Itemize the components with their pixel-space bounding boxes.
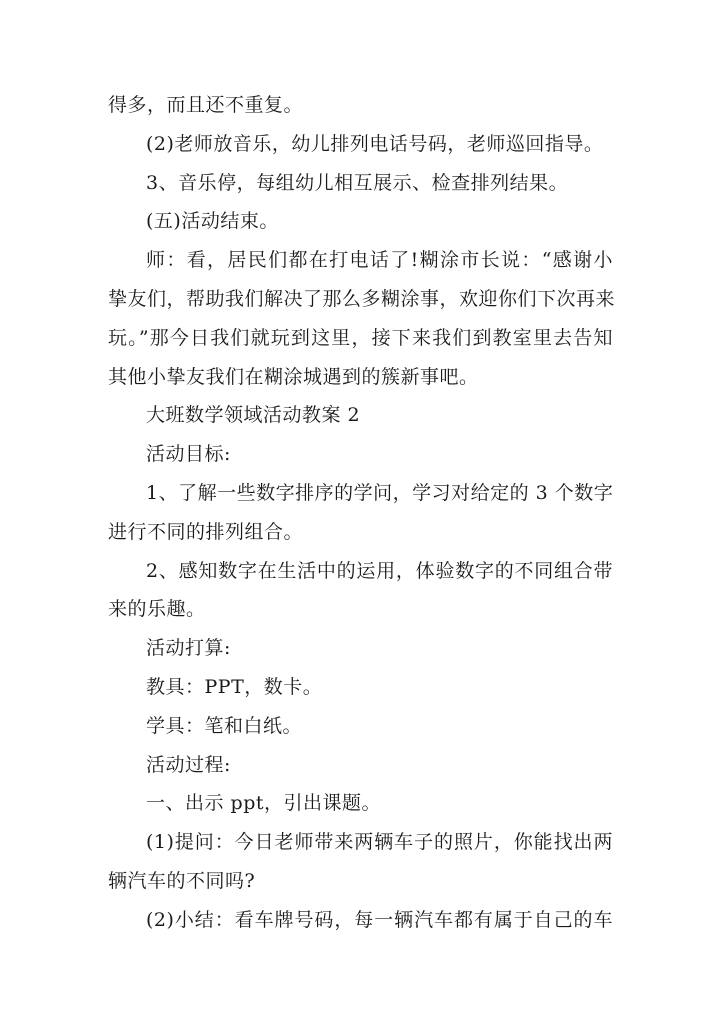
text-line: 1、了解一些数字排序的学问，学习对给定的 3 个数字 [146,481,614,504]
text-line: 挚友们，帮助我们解决了那么多糊涂事，欢迎你们下次再来 [108,287,616,310]
text-line: (1)提问：今日老师带来两辆车子的照片，你能找出两 [146,831,613,854]
text-line: 大班数学领域活动教案 2 [146,404,361,427]
document-body [108,86,616,940]
text-line: (五)活动结束。 [146,210,279,233]
text-line: 玩。”那今日我们就玩到这里，接下来我们到教室里去告知 [108,326,613,349]
text-line: 来的乐趣。 [108,598,206,621]
text-line: 2、感知数字在生活中的运用，体验数字的不同组合带 [146,559,613,582]
text-line: 活动目标: [146,443,231,466]
text-line: 师：看，居民们都在打电话了!糊涂市长说：“感谢小 [146,249,613,272]
text-line: 进行不同的排列组合。 [108,520,304,543]
text-line: 教具：PPT，数卡。 [146,675,323,698]
text-line: 学具：笔和白纸。 [146,714,303,737]
text-line: 得多，而且还不重复。 [108,94,304,116]
text-line: 活动打算: [146,637,231,660]
text-line: 辆汽车的不同吗? [108,869,256,892]
text-line: (2)小结：看车牌号码，每一辆汽车都有属于自己的车 [146,908,613,931]
text-line: 其他小挚友我们在糊涂城遇到的簇新事吧。 [108,365,479,388]
text-line: (2)老师放音乐，幼儿排列电话号码，老师巡回指导。 [146,132,604,155]
text-line: 一、出示 ppt，引出课题。 [146,792,382,815]
text-line: 3、音乐停，每组幼儿相互展示、检查排列结果。 [146,171,569,194]
text-line: 活动过程: [146,753,231,776]
